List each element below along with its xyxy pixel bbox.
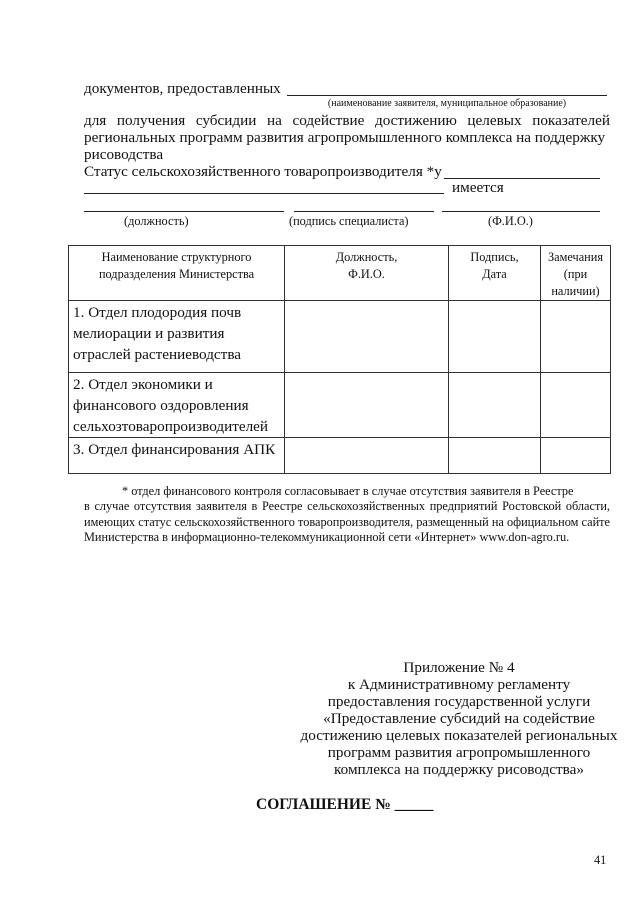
applicant-name-caption: (наименование заявителя, муниципальное образование) (327, 98, 567, 109)
fio-caption: (Ф.И.О.) (488, 214, 533, 228)
appendix-line-4: «Предоставление субсидий на содействие (323, 710, 595, 727)
footnote-body: в случае отсутствия заявителя в Реестре сельскохозяйственных предприятий Ростовской области, имеющих статус сельскохозяйственного товаропроизводителя, размещенный на официальном сайте Министерства в информационно-телекоммуникационной сети «Интернет» www.don-agro.ru. (84, 499, 610, 544)
dept-name-3: 3. Отдел финансирования АПК (69, 438, 285, 474)
applicant-name-blank[interactable] (287, 95, 607, 96)
header-sign: Подпись, Дата (449, 246, 541, 301)
appendix-line-6: программ развития агропромышленного (327, 744, 591, 761)
dept-name-1: 1. Отдел плодородия почв мелиорации и развития отраслей растениеводства (69, 301, 285, 373)
sign-cell-2[interactable] (449, 373, 541, 438)
table-row (69, 438, 611, 474)
producer-status-blank-2[interactable] (84, 193, 444, 194)
agreement-title: СОГЛАШЕНИЕ № _____ (256, 796, 434, 813)
position-blank[interactable] (84, 211, 284, 212)
footnote-first-line: * отдел финансового контроля согласовывает в случае отсутствия заявителя в Реестре (122, 484, 574, 498)
position-cell-1[interactable] (285, 301, 449, 373)
table-row (69, 301, 611, 373)
sign-cell-1[interactable] (449, 301, 541, 373)
producer-status-label: Статус сельскохозяйственного товаропроизводителя *у (84, 163, 442, 180)
dept-name-2: 2. Отдел экономики и финансового оздоровления сельхозтоваропроизводителей (69, 373, 285, 438)
position-cell-2[interactable] (285, 373, 449, 438)
appendix-line-3: предоставления государственной услуги (327, 693, 591, 710)
fio-blank[interactable] (442, 211, 600, 212)
appendix-line-2: к Административному регламенту (347, 676, 571, 693)
header-dept: Наименование структурного подразделения Министерства (69, 246, 285, 301)
appendix-line-1: Приложение № 4 (403, 659, 515, 676)
table-header-row (69, 246, 611, 301)
remarks-cell-3[interactable] (541, 438, 611, 474)
documents-provided-label: документов, предоставленных (84, 80, 281, 97)
sign-cell-3[interactable] (449, 438, 541, 474)
page-number: 41 (594, 853, 607, 867)
header-position: Должность, Ф.И.О. (285, 246, 449, 301)
purpose-line-3: рисоводства (84, 146, 164, 163)
table-row (69, 373, 611, 438)
has-status-text: имеется (452, 179, 504, 196)
remarks-cell-2[interactable] (541, 373, 611, 438)
signature-blank[interactable] (294, 211, 434, 212)
appendix-line-7: комплекса на поддержку рисоводства» (334, 761, 584, 778)
purpose-line-2: региональных программ развития агропромышленного комплекса на поддержку (84, 129, 606, 146)
remarks-cell-1[interactable] (541, 301, 611, 373)
position-cell-3[interactable] (285, 438, 449, 474)
approval-table (68, 245, 611, 474)
position-caption: (должность) (124, 214, 189, 228)
purpose-line-1: для получения субсидии на содействие достижению целевых показателей (84, 112, 610, 129)
signature-caption: (подпись специалиста) (289, 214, 409, 228)
header-remarks: Замечания (при наличии) (541, 246, 611, 301)
appendix-line-5: достижению целевых показателей региональных (300, 727, 618, 744)
